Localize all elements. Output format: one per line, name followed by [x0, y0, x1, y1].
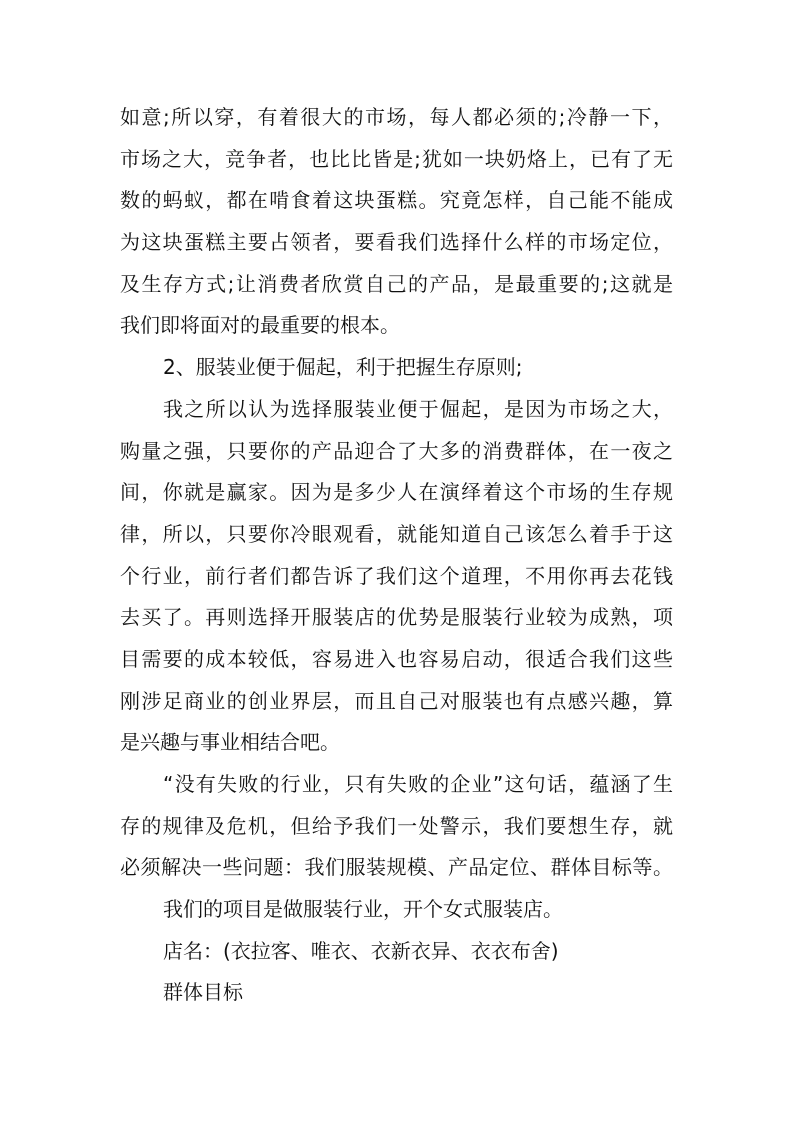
- paragraph-line: 2、服装业便于倔起，利于把握生存原则;: [163, 355, 523, 380]
- paragraph: [120, 889, 673, 931]
- paragraph-line: 市场之大，竞争者，也比比皆是;犹如一块奶烙上，已有了无: [120, 146, 673, 171]
- paragraph-line: 店名：(衣拉客、唯衣、衣新衣异、衣衣布舍): [163, 938, 559, 963]
- paragraph-line: 我们的项目是做服装行业，开个女式服装店。: [163, 897, 563, 922]
- paragraph-line: 为这块蛋糕主要占领者，要看我们选择什么样的市场定位，: [120, 230, 673, 255]
- paragraph-line: 群体目标: [163, 980, 243, 1005]
- paragraph-line: 必须解决一些问题：我们服装规模、产品定位、群体目标等。: [120, 855, 673, 880]
- section-heading: [120, 347, 673, 389]
- paragraph-line: 及生存方式;让消费者欣赏自己的产品，是最重要的;这就是: [120, 271, 673, 296]
- paragraph: [120, 389, 673, 764]
- paragraph-line: 购量之强，只要你的产品迎合了大多的消费群体，在一夜之: [120, 438, 673, 463]
- paragraph-line: 目需要的成本较低，容易进入也容易启动，很适合我们这些: [120, 646, 673, 671]
- paragraph: [120, 764, 673, 889]
- paragraph-line: 我们即将面对的最重要的根本。: [120, 313, 400, 338]
- paragraph-line: 如意;所以穿，有着很大的市场，每人都必须的;冷静一下，: [120, 105, 673, 129]
- paragraph-line: 个行业，前行者们都告诉了我们这个道理，不用你再去花钱: [120, 563, 673, 588]
- paragraph-line: 间，你就是赢家。因为是多少人在演绎着这个市场的生存规: [120, 480, 673, 505]
- paragraph: [120, 972, 673, 1014]
- paragraph-line: 数的蚂蚁，都在啃食着这块蛋糕。究竟怎样，自己能不能成: [120, 188, 673, 213]
- paragraph: [120, 97, 673, 347]
- document-body: [120, 97, 673, 1014]
- paragraph: [120, 931, 673, 973]
- paragraph-line: 律，所以，只要你冷眼观看，就能知道自己该怎么着手于这: [120, 521, 673, 546]
- paragraph-line: 去买了。再则选择开服装店的优势是服装行业较为成熟，项: [120, 605, 673, 630]
- paragraph-line: 是兴趣与事业相结合吧。: [120, 730, 340, 755]
- paragraph-line: 我之所以认为选择服装业便于倔起，是因为市场之大，: [163, 396, 673, 421]
- paragraph-line: “没有失败的行业，只有失败的企业”这句话，蕴涵了生: [163, 772, 673, 796]
- paragraph-line: 刚涉足商业的创业界层，而且自己对服装也有点感兴趣，算: [120, 688, 673, 713]
- paragraph-line: 存的规律及危机，但给予我们一处警示，我们要想生存，就: [120, 813, 673, 838]
